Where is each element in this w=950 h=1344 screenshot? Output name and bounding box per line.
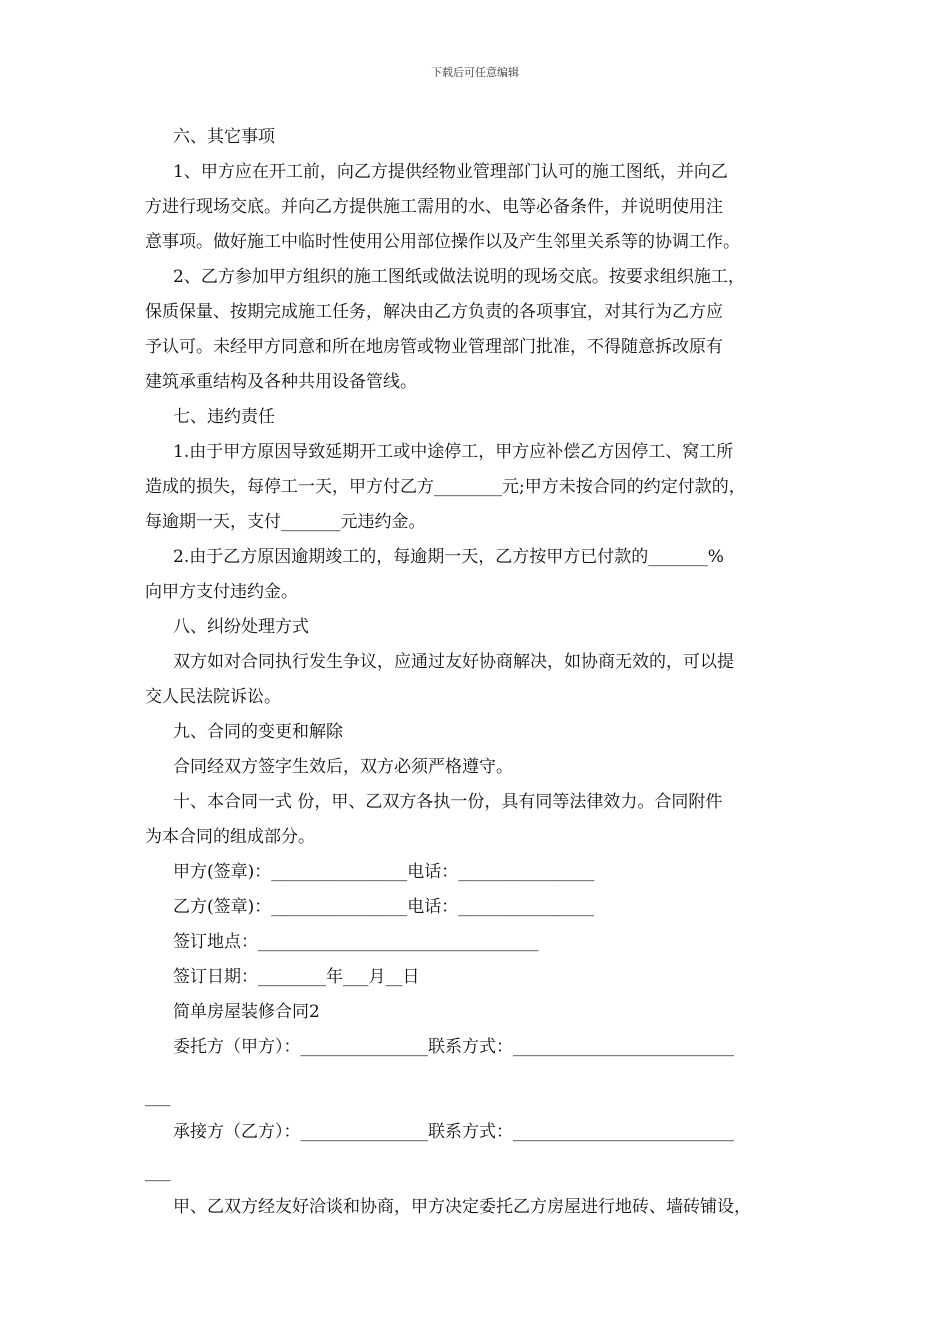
paragraph-line: 方进行现场交底。并向乙方提供施工需用的水、电等必备条件，并说明使用注: [145, 197, 723, 217]
header-note: 下载后可任意编辑: [431, 66, 519, 79]
party-b-signature-line: 乙方(签章)：________________电话：________________: [173, 897, 595, 917]
paragraph-line: 交人民法院诉讼。: [145, 687, 281, 707]
paragraph-line: 双方如对合同执行发生争议，应通过友好协商解决，如协商无效的，可以提: [173, 652, 734, 672]
client-line-continuation: ___: [145, 1087, 171, 1107]
section-7-heading: 七、违约责任: [173, 407, 275, 427]
paragraph-line: 1、甲方应在开工前，向乙方提供经物业管理部门认可的施工图纸，并向乙: [173, 162, 728, 182]
paragraph-line: 向甲方支付违约金。: [145, 582, 298, 602]
contract-2-title: 简单房屋装修合同2: [173, 1002, 320, 1022]
contractor-line-continuation: ___: [145, 1162, 171, 1182]
party-a-signature-line: 甲方(签章)：________________电话：________________: [173, 862, 595, 882]
paragraph-line: 2.由于乙方原因逾期竣工的，每逾期一天，乙方按甲方已付款的_______%: [173, 547, 724, 567]
paragraph-line: 予认可。未经甲方同意和所在地房管或物业管理部门批准，不得随意拆改原有: [145, 337, 723, 357]
section-10-line: 十、本合同一式 份，甲、乙双方各执一份，具有同等法律效力。合同附件: [173, 792, 723, 812]
section-6-heading: 六、其它事项: [173, 127, 275, 147]
paragraph-line: 意事项。做好施工中临时性使用公用部位操作以及产生邻里关系等的协调工作。: [145, 232, 740, 252]
paragraph-line: 建筑承重结构及各种共用设备管线。: [145, 372, 417, 392]
paragraph-line: 甲、乙双方经友好洽谈和协商，甲方决定委托乙方房屋进行地砖、墙砖铺设，: [173, 1197, 751, 1217]
paragraph-line: 为本合同的组成部分。: [145, 827, 315, 847]
paragraph-line: 每逾期一天，支付_______元违约金。: [145, 512, 426, 532]
paragraph-line: 1.由于甲方原因导致延期开工或中途停工，甲方应补偿乙方因停工、窝工所: [173, 442, 734, 462]
paragraph-line: 2、乙方参加甲方组织的施工图纸或做法说明的现场交底。按要求组织施工，: [173, 267, 745, 287]
paragraph-line: 合同经双方签字生效后，双方必须严格遵守。: [173, 757, 513, 777]
section-8-heading: 八、纠纷处理方式: [173, 617, 309, 637]
section-9-heading: 九、合同的变更和解除: [173, 722, 343, 742]
signing-place-line: 签订地点：_________________________________: [173, 932, 539, 952]
paragraph-line: 造成的损失，每停工一天，甲方付乙方________元;甲方未按合同的约定付款的，: [145, 477, 746, 497]
client-line: 委托方（甲方）：_______________联系方式：__________________________: [173, 1037, 734, 1057]
contractor-line: 承接方（乙方）：_______________联系方式：__________________________: [173, 1122, 734, 1142]
signing-date-line: 签订日期：________年___月__日: [173, 967, 420, 987]
paragraph-line: 保质保量、按期完成施工任务，解决由乙方负责的各项事宜，对其行为乙方应: [145, 302, 723, 322]
